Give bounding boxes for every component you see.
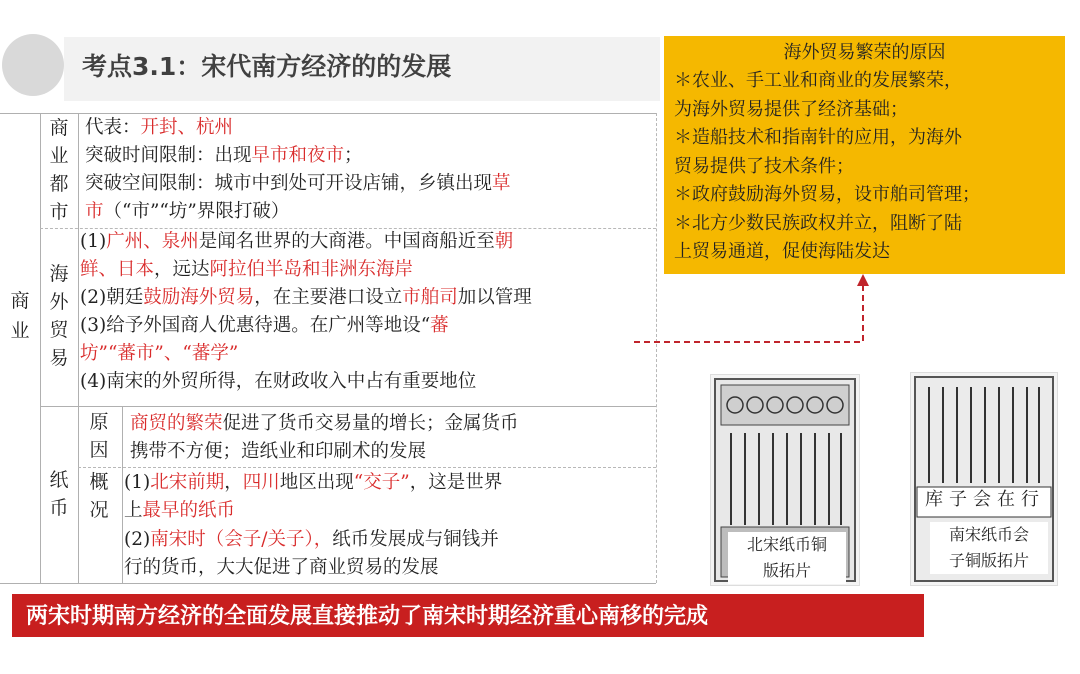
conclusion-text: 两宋时期南方经济的全面发展直接推动了南宋时期经济重心南移的完成 <box>26 603 709 629</box>
overview-line-1: (1)北宋前期，四川地区出现“交子”，这是世界 <box>124 472 503 493</box>
trade-line-1: (1)广州、泉州是闻名世界的大商港。中国商船近至朝 <box>80 231 514 252</box>
paper-subdivider <box>122 406 123 583</box>
connector-arrow <box>630 270 875 350</box>
northern-song-caption: 北宋纸币铜 版拓片 <box>728 532 846 584</box>
paper-row-divider <box>78 467 656 468</box>
reasons-line: ＊北方少数民族政权并立，阻断了陆 <box>674 212 962 234</box>
reasons-line: 贸易提供了技术条件； <box>674 155 854 177</box>
reason-line-2: 携带不方便；造纸业和印刷术的发展 <box>130 441 427 462</box>
table-divider-sub <box>78 113 79 583</box>
row-divider-2 <box>40 406 656 407</box>
table-divider-main <box>40 113 41 583</box>
overview-line-3: (2)南宋时（会子/关子），纸币发展成与铜钱并 <box>124 529 499 550</box>
trade-line-3: (2)朝廷鼓励海外贸易，在主要港口设立市舶司加以管理 <box>80 287 532 308</box>
reasons-line: ＊政府鼓励海外贸易，设市舶司管理； <box>674 184 980 205</box>
trade-line-2: 鲜、日本，远达阿拉伯半岛和非洲东海岸 <box>80 259 414 280</box>
trade-line-4: (3)给予外国商人优惠待遇。在广州等地设“蕃 <box>80 315 449 336</box>
southern-song-inscription: 行在会子库 <box>925 489 1045 510</box>
urban-line-2: 突破时间限制：出现早市和夜市； <box>85 145 363 166</box>
urban-line-1: 代表：开封、杭州 <box>85 117 234 138</box>
reasons-box-title: 海外贸易繁荣的原因 <box>783 42 946 63</box>
reasons-line: 为海外贸易提供了经济基础； <box>674 98 908 120</box>
trade-line-5: 坊”“蕃市”、“蕃学” <box>80 343 239 364</box>
overview-line-2: 上最早的纸币 <box>124 500 236 521</box>
overview-line-4: 行的货币，大大促进了商业贸易的发展 <box>124 557 439 578</box>
trade-line-6: (4)南宋的外贸所得，在财政收入中占有重要地位 <box>80 371 477 392</box>
page-title: 考点3.1：宋代南方经济的的发展 <box>82 52 452 81</box>
reason-line-1: 商贸的繁荣促进了货币交易量的增长；金属货币 <box>130 413 519 434</box>
urban-line-4: 市（“市”“坊”界限打破） <box>85 201 290 222</box>
table-bottom-border <box>0 583 656 584</box>
southern-song-caption: 南宋纸币会 子铜版拓片 <box>930 522 1048 574</box>
reasons-line: 上贸易通道，促使海陆发达 <box>674 241 890 262</box>
decorative-circle <box>2 34 64 96</box>
trade-reasons-box <box>664 36 1065 274</box>
reasons-line: ＊造船技术和指南针的应用，为海外 <box>674 127 962 148</box>
reasons-line: ＊农业、手工业和商业的发展繁荣， <box>674 70 962 91</box>
urban-line-3: 突破空间限制：城市中到处可开设店铺，乡镇出现草 <box>85 173 511 194</box>
